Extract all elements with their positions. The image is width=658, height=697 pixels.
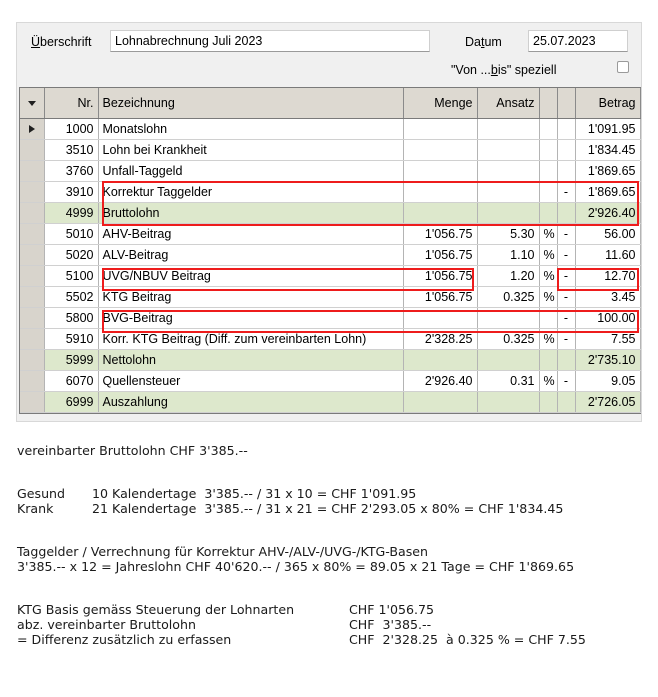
vonbis-special-checkbox[interactable] bbox=[617, 61, 629, 73]
row-selector-cell[interactable] bbox=[20, 202, 44, 223]
wage-items-table bbox=[20, 88, 641, 413]
cell-sign[interactable]: - bbox=[557, 307, 575, 328]
column-header-nr[interactable]: Nr. bbox=[44, 88, 98, 118]
note-abz-label: abz. vereinbarter Bruttolohn bbox=[17, 617, 196, 632]
cell-nr[interactable]: 4999 bbox=[44, 202, 98, 223]
table-row[interactable] bbox=[20, 307, 640, 328]
cell-sign[interactable]: - bbox=[557, 370, 575, 391]
cell-betrag[interactable]: 1'869.65 bbox=[575, 160, 640, 181]
cell-menge[interactable]: 1'056.75 bbox=[403, 286, 477, 307]
table-row[interactable] bbox=[20, 118, 640, 139]
row-selector-cell[interactable] bbox=[20, 265, 44, 286]
row-selector-cell[interactable] bbox=[20, 181, 44, 202]
note-diff-value: CHF 2'328.25 à 0.325 % = CHF 7.55 bbox=[349, 632, 586, 647]
payroll-panel bbox=[16, 22, 642, 422]
heading-field-label bbox=[31, 35, 91, 49]
vonbis-special-label bbox=[451, 63, 556, 77]
note-abz-row bbox=[17, 617, 647, 632]
cell-ansatz[interactable] bbox=[477, 118, 539, 139]
cell-sign[interactable]: - bbox=[557, 223, 575, 244]
cell-bezeichnung[interactable]: Auszahlung bbox=[98, 391, 403, 412]
date-field-label bbox=[465, 35, 502, 49]
cell-ansatz[interactable] bbox=[477, 139, 539, 160]
note-spacer-4 bbox=[17, 530, 647, 544]
cell-ansatz[interactable]: 1.20 bbox=[477, 265, 539, 286]
heading-label-accel-char: Ü bbox=[31, 35, 41, 49]
cell-ansatz[interactable] bbox=[477, 307, 539, 328]
cell-ansatz[interactable] bbox=[477, 349, 539, 370]
cell-sign[interactable] bbox=[557, 349, 575, 370]
cell-betrag[interactable]: 7.55 bbox=[575, 328, 640, 349]
cell-nr[interactable]: 1000 bbox=[44, 118, 98, 139]
heading-input[interactable]: Lohnabrechnung Juli 2023 bbox=[110, 30, 430, 52]
cell-betrag[interactable]: 56.00 bbox=[575, 223, 640, 244]
cell-menge[interactable]: 1'056.75 bbox=[403, 265, 477, 286]
cell-percent[interactable]: % bbox=[539, 286, 557, 307]
table-row[interactable] bbox=[20, 160, 640, 181]
note-spacer-3 bbox=[17, 516, 647, 530]
row-selector-cell[interactable] bbox=[20, 244, 44, 265]
column-header-sign[interactable] bbox=[557, 88, 575, 118]
table-row[interactable] bbox=[20, 286, 640, 307]
cell-sign[interactable]: - bbox=[557, 286, 575, 307]
cell-sign[interactable] bbox=[557, 118, 575, 139]
cell-nr[interactable]: 3760 bbox=[44, 160, 98, 181]
cell-ansatz[interactable]: 5.30 bbox=[477, 223, 539, 244]
cell-bezeichnung[interactable]: Bruttolohn bbox=[98, 202, 403, 223]
note-spacer-1 bbox=[17, 458, 647, 472]
cell-betrag[interactable]: 11.60 bbox=[575, 244, 640, 265]
row-selector-cell[interactable] bbox=[20, 391, 44, 412]
table-row[interactable] bbox=[20, 244, 640, 265]
cell-nr[interactable]: 6070 bbox=[44, 370, 98, 391]
cell-percent[interactable]: % bbox=[539, 370, 557, 391]
cell-nr[interactable]: 5010 bbox=[44, 223, 98, 244]
vonbis-label-pre: "Von ... bbox=[451, 63, 491, 77]
row-selector-cell[interactable] bbox=[20, 328, 44, 349]
cell-nr[interactable]: 3510 bbox=[44, 139, 98, 160]
heading-label-rest: berschrift bbox=[40, 35, 92, 49]
cell-nr[interactable]: 5100 bbox=[44, 265, 98, 286]
row-selector-cell[interactable] bbox=[20, 160, 44, 181]
cell-menge[interactable]: 2'328.25 bbox=[403, 328, 477, 349]
cell-bezeichnung[interactable]: AHV-Beitrag bbox=[98, 223, 403, 244]
cell-bezeichnung[interactable]: Unfall-Taggeld bbox=[98, 160, 403, 181]
note-taggelder-title: Taggelder / Verrechnung für Korrektur AHV-/ALV-/UVG-/KTG-Basen bbox=[17, 544, 429, 559]
cell-menge[interactable] bbox=[403, 139, 477, 160]
explanation-notes bbox=[17, 443, 647, 647]
cell-nr[interactable]: 5999 bbox=[44, 349, 98, 370]
current-row-indicator-icon bbox=[29, 125, 35, 133]
cell-percent[interactable]: % bbox=[539, 328, 557, 349]
cell-nr[interactable]: 6999 bbox=[44, 391, 98, 412]
cell-ansatz[interactable] bbox=[477, 391, 539, 412]
note-spacer-6 bbox=[17, 588, 647, 602]
cell-bezeichnung[interactable]: Korrektur Taggelder bbox=[98, 181, 403, 202]
row-selector-cell[interactable] bbox=[20, 307, 44, 328]
cell-betrag[interactable]: 12.70 bbox=[575, 265, 640, 286]
cell-betrag[interactable]: 1'091.95 bbox=[575, 118, 640, 139]
cell-ansatz[interactable] bbox=[477, 181, 539, 202]
cell-menge[interactable]: 2'926.40 bbox=[403, 370, 477, 391]
cell-betrag[interactable]: 1'834.45 bbox=[575, 139, 640, 160]
cell-ansatz[interactable]: 0.325 bbox=[477, 328, 539, 349]
cell-menge[interactable] bbox=[403, 160, 477, 181]
cell-percent[interactable] bbox=[539, 307, 557, 328]
wage-items-grid bbox=[19, 87, 641, 414]
cell-percent[interactable] bbox=[539, 160, 557, 181]
cell-nr[interactable]: 5020 bbox=[44, 244, 98, 265]
note-ktg-basis-row bbox=[17, 602, 647, 617]
cell-betrag[interactable]: 2'735.10 bbox=[575, 349, 640, 370]
cell-percent[interactable]: % bbox=[539, 244, 557, 265]
cell-sign[interactable] bbox=[557, 160, 575, 181]
note-diff-label: = Differenz zusätzlich zu erfassen bbox=[17, 632, 232, 647]
cell-percent[interactable] bbox=[539, 202, 557, 223]
note-gesund-label: Gesund bbox=[17, 486, 66, 501]
cell-bezeichnung[interactable]: ALV-Beitrag bbox=[98, 244, 403, 265]
cell-percent[interactable] bbox=[539, 139, 557, 160]
row-selector-cell[interactable] bbox=[20, 223, 44, 244]
cell-menge[interactable]: 1'056.75 bbox=[403, 244, 477, 265]
cell-menge[interactable] bbox=[403, 349, 477, 370]
cell-betrag[interactable]: 3.45 bbox=[575, 286, 640, 307]
note-krank-row bbox=[17, 501, 647, 516]
cell-bezeichnung[interactable]: Nettolohn bbox=[98, 349, 403, 370]
note-gesund-row bbox=[17, 486, 647, 501]
table-row[interactable] bbox=[20, 181, 640, 202]
cell-betrag[interactable]: 2'726.05 bbox=[575, 391, 640, 412]
table-body bbox=[20, 118, 640, 412]
note-ktg-basis-label: KTG Basis gemäss Steuerung der Lohnarten bbox=[17, 602, 295, 617]
cell-percent[interactable]: % bbox=[539, 223, 557, 244]
cell-sign[interactable]: - bbox=[557, 265, 575, 286]
cell-ansatz[interactable]: 1.10 bbox=[477, 244, 539, 265]
cell-betrag[interactable]: 2'926.40 bbox=[575, 202, 640, 223]
cell-percent[interactable]: % bbox=[539, 265, 557, 286]
note-taggelder-calc: 3'385.-- x 12 = Jahreslohn CHF 40'620.-- / 365 x 80% = 89.05 x 21 Tage = CHF 1'869.65 bbox=[17, 559, 575, 574]
table-row[interactable] bbox=[20, 139, 640, 160]
cell-bezeichnung[interactable]: Lohn bei Krankheit bbox=[98, 139, 403, 160]
date-input[interactable]: 25.07.2023 bbox=[528, 30, 628, 52]
row-selector-cell[interactable] bbox=[20, 118, 44, 139]
vonbis-label-accel-char: b bbox=[490, 63, 498, 77]
cell-menge[interactable] bbox=[403, 202, 477, 223]
cell-nr[interactable]: 5502 bbox=[44, 286, 98, 307]
note-agreed-gross: vereinbarter Bruttolohn CHF 3'385.-- bbox=[17, 443, 248, 458]
note-ktg-basis-value: CHF 1'056.75 bbox=[349, 602, 435, 617]
column-header-bezeichnung[interactable]: Bezeichnung bbox=[98, 88, 403, 118]
cell-nr[interactable]: 5910 bbox=[44, 328, 98, 349]
cell-bezeichnung[interactable]: Quellensteuer bbox=[98, 370, 403, 391]
note-spacer-2 bbox=[17, 472, 647, 486]
table-row[interactable] bbox=[20, 391, 640, 412]
cell-percent[interactable] bbox=[539, 349, 557, 370]
date-label-accel-char: t bbox=[480, 35, 485, 49]
cell-bezeichnung[interactable]: BVG-Beitrag bbox=[98, 307, 403, 328]
row-selector-cell[interactable] bbox=[20, 349, 44, 370]
row-selector-cell[interactable] bbox=[20, 286, 44, 307]
cell-menge[interactable] bbox=[403, 118, 477, 139]
column-header-betrag[interactable]: Betrag bbox=[575, 88, 640, 118]
table-row[interactable] bbox=[20, 370, 640, 391]
cell-sign[interactable]: - bbox=[557, 181, 575, 202]
table-row[interactable] bbox=[20, 202, 640, 223]
note-diff-row bbox=[17, 632, 647, 647]
cell-percent[interactable] bbox=[539, 118, 557, 139]
note-krank-label: Krank bbox=[17, 501, 54, 516]
cell-ansatz[interactable] bbox=[477, 202, 539, 223]
table-row[interactable] bbox=[20, 265, 640, 286]
cell-sign[interactable] bbox=[557, 139, 575, 160]
note-spacer-5 bbox=[17, 574, 647, 588]
cell-betrag[interactable]: 100.00 bbox=[575, 307, 640, 328]
cell-percent[interactable] bbox=[539, 391, 557, 412]
table-header-row bbox=[20, 88, 640, 118]
cell-menge[interactable]: 1'056.75 bbox=[403, 223, 477, 244]
column-header-menge[interactable]: Menge bbox=[403, 88, 477, 118]
cell-menge[interactable] bbox=[403, 181, 477, 202]
cell-sign[interactable] bbox=[557, 202, 575, 223]
cell-menge[interactable] bbox=[403, 307, 477, 328]
column-header-percent[interactable] bbox=[539, 88, 557, 118]
chevron-down-icon[interactable] bbox=[28, 101, 36, 106]
cell-menge[interactable] bbox=[403, 391, 477, 412]
cell-nr[interactable]: 5800 bbox=[44, 307, 98, 328]
note-abz-value: CHF 3'385.-- bbox=[349, 617, 432, 632]
row-selector-cell[interactable] bbox=[20, 370, 44, 391]
note-krank-text: 21 Kalendertage 3'385.-- / 31 x 21 = CHF 2'293.05 x 80% = CHF 1'834.45 bbox=[92, 501, 564, 516]
table-row[interactable] bbox=[20, 328, 640, 349]
cell-ansatz[interactable] bbox=[477, 160, 539, 181]
table-row[interactable] bbox=[20, 223, 640, 244]
vonbis-label-rest: is" speziell bbox=[497, 63, 557, 77]
cell-ansatz[interactable]: 0.325 bbox=[477, 286, 539, 307]
cell-bezeichnung[interactable]: UVG/NBUV Beitrag bbox=[98, 265, 403, 286]
cell-bezeichnung[interactable]: Monatslohn bbox=[98, 118, 403, 139]
table-row[interactable] bbox=[20, 349, 640, 370]
cell-sign[interactable]: - bbox=[557, 244, 575, 265]
cell-betrag[interactable]: 1'869.65 bbox=[575, 181, 640, 202]
cell-sign[interactable]: - bbox=[557, 328, 575, 349]
cell-bezeichnung[interactable]: Korr. KTG Beitrag (Diff. zum vereinbarten Lohn) bbox=[98, 328, 403, 349]
column-header-ansatz[interactable]: Ansatz bbox=[477, 88, 539, 118]
date-label-pre: Da bbox=[465, 35, 481, 49]
cell-betrag[interactable]: 9.05 bbox=[575, 370, 640, 391]
row-selector-cell[interactable] bbox=[20, 139, 44, 160]
column-header-selector[interactable] bbox=[20, 88, 44, 118]
cell-ansatz[interactable]: 0.31 bbox=[477, 370, 539, 391]
cell-bezeichnung[interactable]: KTG Beitrag bbox=[98, 286, 403, 307]
cell-percent[interactable] bbox=[539, 181, 557, 202]
cell-sign[interactable] bbox=[557, 391, 575, 412]
date-label-rest: um bbox=[484, 35, 502, 49]
cell-nr[interactable]: 3910 bbox=[44, 181, 98, 202]
note-gesund-text: 10 Kalendertage 3'385.-- / 31 x 10 = CHF 1'091.95 bbox=[92, 486, 417, 501]
form-header-area bbox=[17, 23, 641, 89]
